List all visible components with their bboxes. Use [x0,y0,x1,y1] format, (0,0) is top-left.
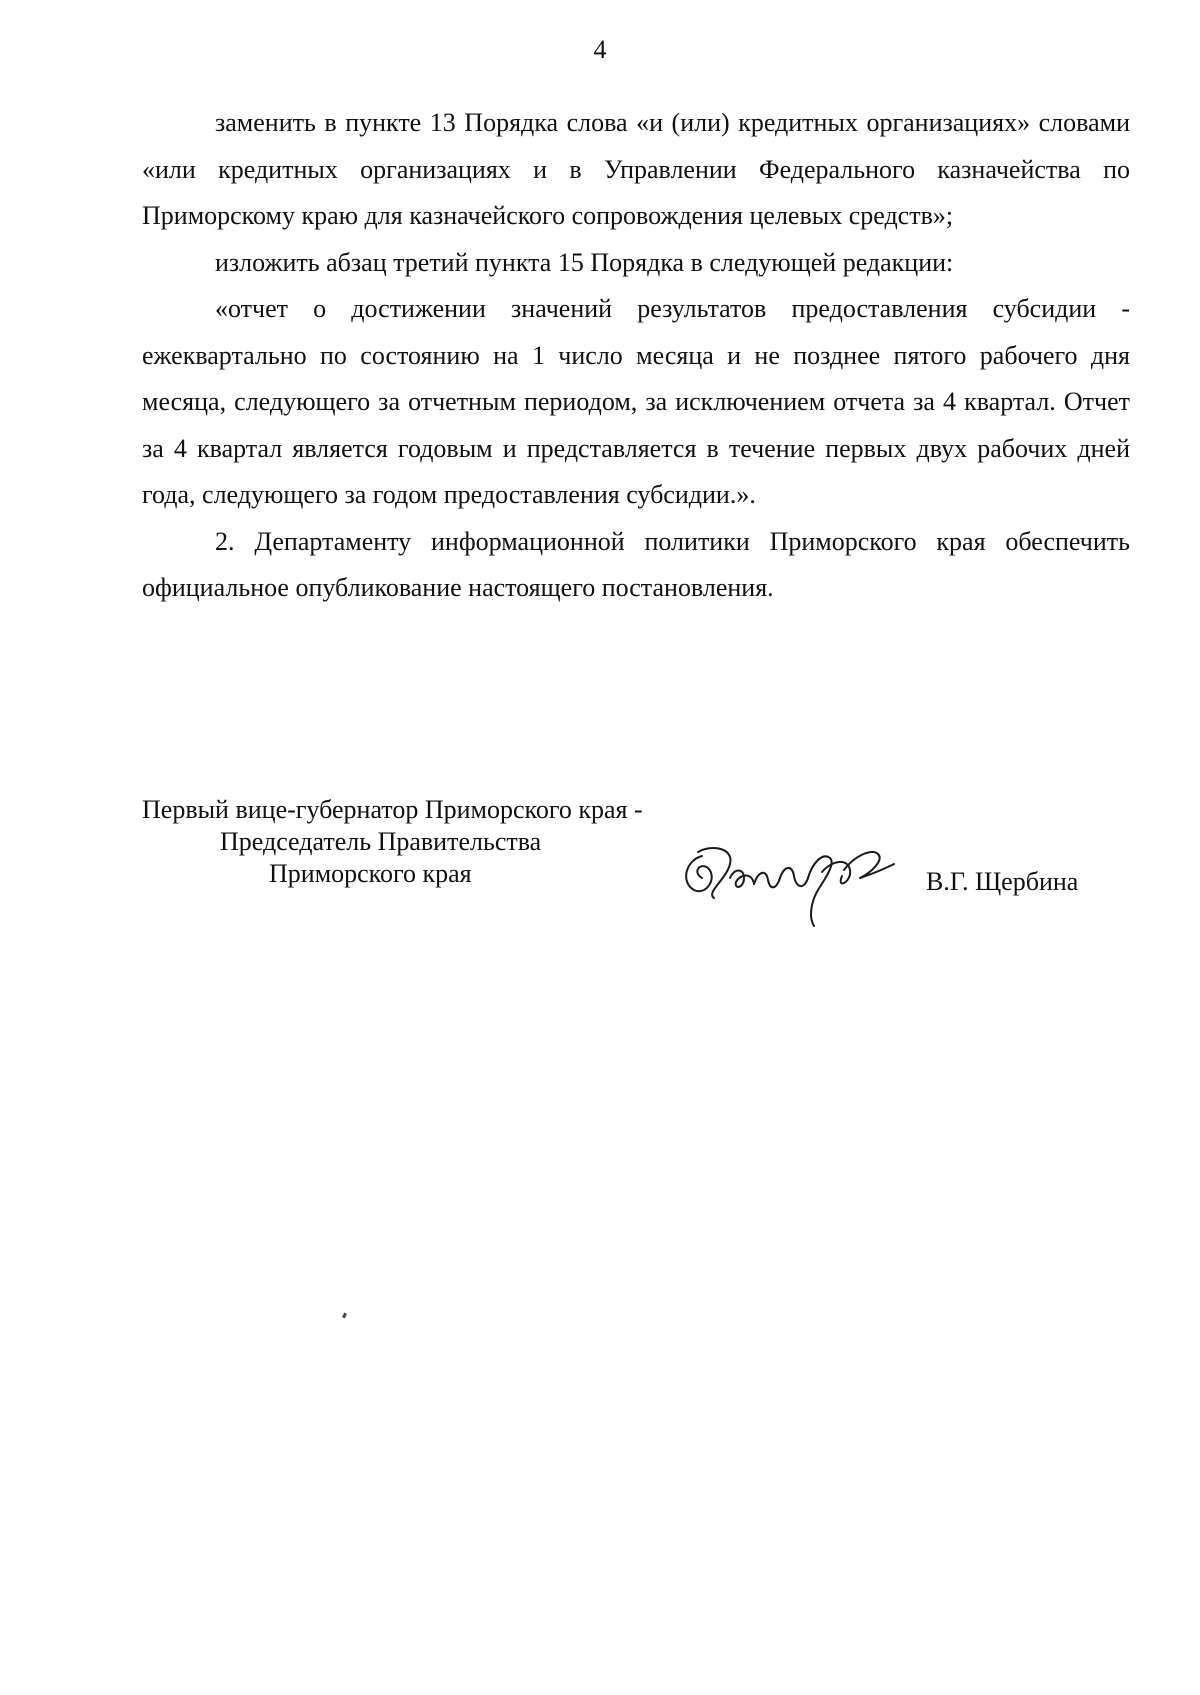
signatory-title-line-2: Председатель Правительства [220,827,542,856]
scan-artifact [342,1313,347,1319]
paragraph-publication-order: 2. Департаменту информационной политики Приморского края обеспечить официальное опубликование настоящего постановления. [142,526,1130,602]
signatory-title-line-1: Первый вице-губернатор Приморского края - [142,795,643,824]
signer-name: В.Г. Щербина [926,867,1079,896]
document-body [142,100,1130,612]
paragraph-replace-clause-13: заменить в пункте 13 Порядка слова «и (или) кредитных организациях» словами «или кредитных организациях и в Управлении Федерального казначейства по Приморскому краю для казначейского сопровождения целевых средств»; [142,108,1130,230]
page-number: 4 [593,35,607,64]
paragraph-amend-clause-15: изложить абзац третий пункта 15 Порядка в следующей редакции: [215,247,954,277]
signatory-title-line-3: Приморского края [269,859,472,888]
handwritten-signature [672,838,912,928]
paragraph-report-wording: «отчет о достижении значений результатов предоставления субсидии - ежеквартально по состоянию на 1 число месяца и не позднее пятого рабочего дня месяца, следующего за отчетным периодом, за исключением отчета за 4 квартал. Отчет за 4 квартал является годовым и представляется в течение первых двух рабочих дней года, следующего за годом предоставления субсидии.». [142,294,1130,509]
signatory-position [142,794,643,890]
